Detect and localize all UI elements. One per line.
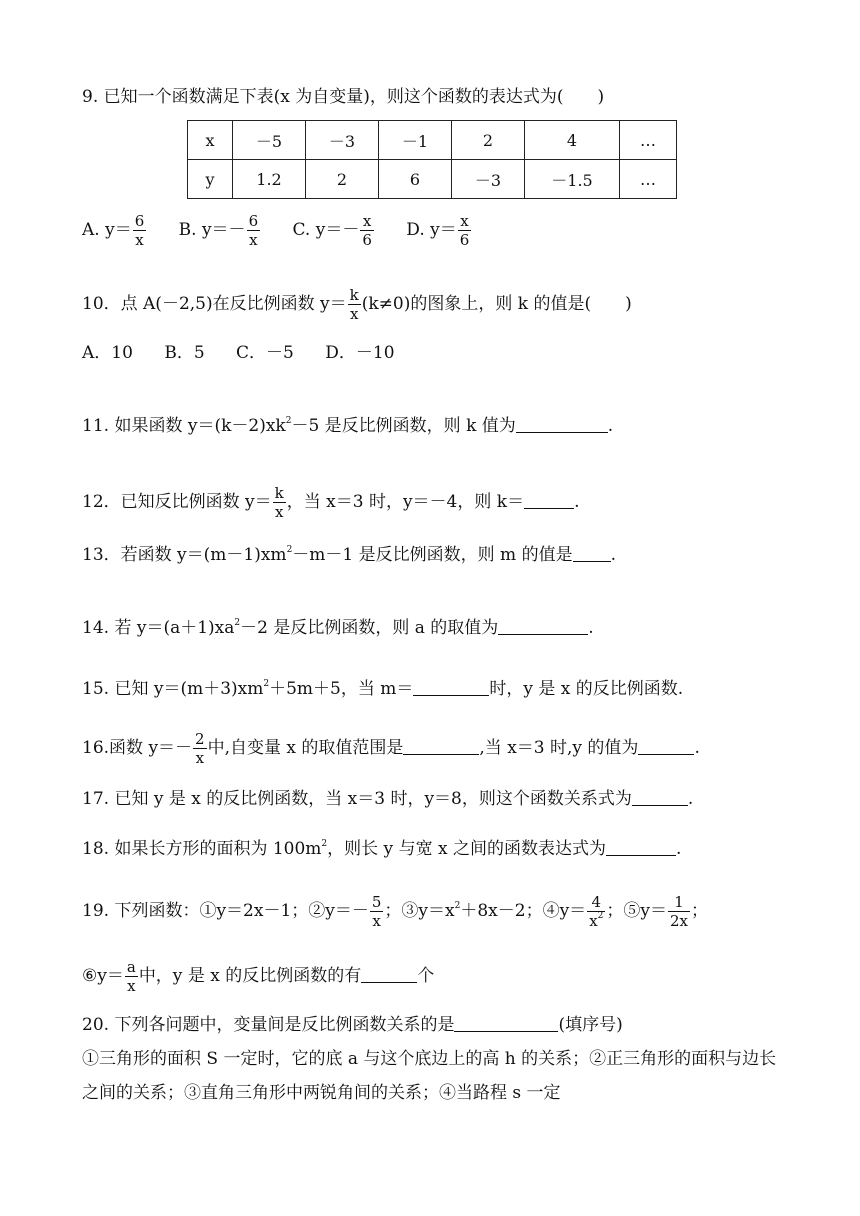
table-cell: 2 — [452, 121, 525, 160]
question-20-end: (填序号) — [558, 1015, 623, 1035]
question-14-prefix: 14. 若 y＝(a＋1)xa — [82, 618, 235, 638]
answer-blank[interactable] — [454, 1013, 558, 1032]
fraction-numerator: 4 — [587, 893, 605, 912]
fraction-denominator-base: x — [589, 912, 598, 930]
question-10 — [82, 286, 790, 323]
question-12 — [82, 484, 790, 521]
fraction-numerator: a — [126, 958, 136, 976]
fraction-numerator: k — [349, 286, 359, 304]
superscript: 2 — [597, 911, 604, 921]
question-19-line2-suffix: 中，y 是 x 的反比例函数的有 — [138, 966, 362, 986]
question-11-prefix: 11. 如果函数 y＝(k－2)xk — [82, 416, 286, 436]
question-19-line2-prefix: ⑥y＝ — [82, 966, 124, 986]
question-13-end: . — [610, 545, 616, 565]
question-16-prefix: 16.函数 y＝－ — [82, 738, 193, 758]
question-19-line2 — [82, 958, 790, 995]
fraction-numerator: x — [360, 212, 374, 231]
question-19 — [82, 893, 790, 930]
fraction-denominator: x — [274, 503, 284, 521]
fraction-denominator: x — [135, 231, 144, 249]
option-d — [406, 212, 472, 249]
question-19-part3: ；③y＝x — [384, 901, 455, 921]
table-cell: －3 — [452, 160, 525, 199]
table-cell: … — [620, 121, 677, 160]
question-9 — [82, 84, 790, 110]
question-18-end: . — [675, 839, 682, 859]
fraction — [668, 893, 690, 930]
question-13-prefix: 13．若函数 y＝(m－1)xm — [82, 545, 287, 565]
option-c: C．－5 — [236, 343, 294, 363]
table-cell: 2 — [306, 160, 379, 199]
fraction — [125, 958, 138, 995]
answer-blank[interactable] — [606, 837, 676, 856]
fraction-denominator: x — [195, 749, 205, 767]
question-14 — [82, 615, 790, 641]
table-cell: x — [188, 121, 233, 160]
fraction-numerator: 5 — [371, 893, 382, 911]
fraction — [360, 212, 374, 249]
answer-blank[interactable] — [403, 736, 479, 755]
question-15 — [82, 676, 790, 702]
fraction-denominator: 2x — [670, 912, 689, 930]
fraction-numerator: 2 — [195, 730, 205, 748]
table-cell: 1.2 — [233, 160, 306, 199]
question-16-mid2: ,当 x＝3 时,y 的值为 — [479, 738, 639, 758]
question-18 — [82, 836, 790, 862]
question-20-paragraph-text: ①三角形的面积 S 一定时，它的底 a 与这个底边上的高 h 的关系；②正三角形的面积与边长之间的关系；③直角三角形中两锐角间的关系；④当路程 s 一定 — [82, 1049, 777, 1103]
question-10-prefix: 10．点 A(－2,5)在反比例函数 y＝ — [82, 294, 347, 314]
answer-blank[interactable] — [573, 543, 611, 562]
superscript: 2 — [286, 545, 293, 555]
fraction-denominator: 6 — [362, 231, 372, 249]
option-a-prefix: A. y＝ — [82, 220, 132, 240]
function-value-table — [187, 120, 677, 199]
table-cell: 6 — [379, 160, 452, 199]
table-cell: … — [620, 160, 677, 199]
superscript: 2 — [285, 416, 292, 426]
fraction-numerator: 6 — [248, 212, 259, 230]
question-15-mid: ＋5m＋5，当 m＝ — [269, 679, 414, 699]
fraction-denominator: 6 — [459, 231, 470, 249]
question-19-part5b: ； — [691, 901, 709, 921]
table-cell: －1.5 — [525, 160, 620, 199]
fraction-denominator: x — [372, 912, 381, 930]
fraction-denominator: x — [127, 977, 136, 995]
option-c — [293, 212, 375, 249]
question-12-suffix: ，当 x＝3 时，y＝－4，则 k＝ — [286, 492, 525, 512]
question-15-suffix: 时，y 是 x 的反比例函数. — [489, 679, 684, 699]
question-19-prefix: 19. 下列函数：①y＝2x－1；②y＝－ — [82, 901, 369, 921]
question-16 — [82, 730, 790, 767]
fraction-numerator: x — [458, 212, 472, 231]
option-b-prefix: B. y＝－ — [178, 220, 246, 240]
question-13-suffix: －m－1 是反比例函数，则 m 的值是 — [292, 545, 573, 565]
question-20 — [82, 1012, 790, 1038]
question-17-text: 17. 已知 y 是 x 的反比例函数，当 x＝3 时，y＝8，则这个函数关系式为 — [82, 789, 632, 809]
question-19-part5: ；⑤y＝ — [606, 901, 667, 921]
answer-blank[interactable] — [524, 490, 574, 509]
question-17 — [82, 786, 790, 812]
option-b — [179, 212, 261, 249]
fraction — [370, 893, 384, 930]
question-16-mid: 中,自变量 x 的取值范围是 — [207, 738, 404, 758]
question-11 — [82, 413, 790, 439]
question-9-text: 9. 已知一个函数满足下表(x 为自变量)，则这个函数的表达式为( ) — [82, 87, 605, 107]
question-19-part3b: ＋8x－2；④y＝ — [460, 901, 587, 921]
fraction — [587, 893, 605, 930]
question-13 — [82, 542, 790, 568]
question-18-prefix: 18. 如果长方形的面积为 100m — [82, 839, 322, 859]
option-c-prefix: C. y＝－ — [292, 220, 360, 240]
superscript: 2 — [454, 901, 461, 911]
table-cell: －1 — [379, 121, 452, 160]
table-cell: 4 — [525, 121, 620, 160]
fraction — [193, 730, 207, 767]
table-row-y — [188, 160, 677, 199]
superscript: 2 — [234, 618, 241, 628]
answer-blank[interactable] — [638, 736, 694, 755]
answer-blank[interactable] — [498, 616, 588, 635]
question-12-end: . — [574, 492, 580, 512]
option-b: B．5 — [164, 343, 205, 363]
question-14-suffix: －2 是反比例函数，则 a 的取值为 — [240, 618, 499, 638]
fraction — [348, 286, 361, 323]
superscript: 2 — [263, 679, 270, 689]
table-cell: y — [188, 160, 233, 199]
fraction — [458, 212, 472, 249]
table-cell: －5 — [233, 121, 306, 160]
superscript: 2 — [321, 839, 328, 849]
question-11-end: . — [607, 416, 614, 436]
option-a: A．10 — [82, 343, 133, 363]
answer-blank[interactable] — [632, 787, 688, 806]
fraction-numerator: 6 — [134, 212, 145, 230]
question-10-suffix: (k≠0)的图象上，则 k 的值是( ) — [361, 294, 632, 314]
question-20-text: 20. 下列各问题中，变量间是反比例函数关系的是 — [82, 1015, 455, 1035]
fraction — [133, 212, 147, 249]
question-19-line2-end: 个 — [417, 966, 435, 986]
question-16-end: . — [694, 738, 700, 758]
question-14-end: . — [588, 618, 594, 638]
fraction — [273, 484, 286, 521]
fraction — [247, 212, 261, 249]
fraction-denominator — [587, 912, 605, 930]
table-cell: －3 — [306, 121, 379, 160]
option-a — [82, 212, 147, 249]
question-10-options — [82, 340, 790, 366]
question-20-paragraph — [82, 1042, 782, 1110]
question-12-prefix: 12．已知反比例函数 y＝ — [82, 492, 272, 512]
option-d-prefix: D. y＝ — [406, 220, 457, 240]
fraction-denominator: x — [349, 305, 359, 323]
fraction-numerator: k — [274, 484, 284, 502]
question-15-prefix: 15. 已知 y＝(m＋3)xm — [82, 679, 264, 699]
question-17-end: . — [687, 789, 694, 809]
fraction-denominator: x — [249, 231, 258, 249]
question-9-options — [82, 212, 790, 249]
answer-blank[interactable] — [361, 964, 417, 983]
option-d: D．－10 — [325, 343, 395, 363]
question-18-suffix: ，则长 y 与宽 x 之间的函数表达式为 — [327, 839, 606, 859]
question-11-suffix: －5 是反比例函数，则 k 值为 — [291, 416, 516, 436]
answer-blank[interactable] — [413, 677, 489, 696]
answer-blank[interactable] — [516, 414, 608, 433]
fraction-numerator: 1 — [668, 893, 690, 912]
table-row-x — [188, 121, 677, 160]
